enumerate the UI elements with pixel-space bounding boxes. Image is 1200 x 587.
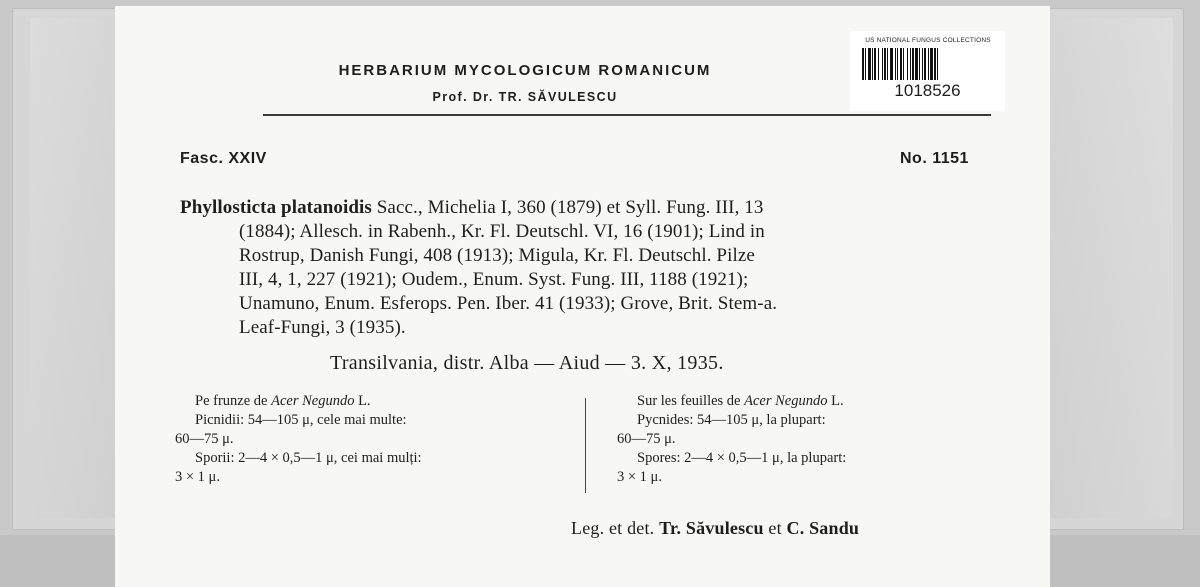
pycnidia-cont-fr: 60—75 μ.	[617, 431, 676, 447]
pycnidia-line-ro: Picnidii: 54—105 μ, cele mai multe:	[195, 412, 407, 428]
citation-line-1-rest: Sacc., Michelia I, 360 (1879) et Syll. Fung. III, 13	[371, 197, 764, 218]
species-name: Phyllosticta platanoidis	[180, 197, 372, 218]
citation-line: III, 4, 1, 227 (1921); Oudem., Enum. Syst. Fung. III, 1188 (1921);	[239, 269, 749, 290]
citation-line: Rostrup, Danish Fungi, 408 (1913); Migula, Kr. Fl. Deutschl. Pilze	[239, 245, 755, 266]
collector-2: C. Sandu	[786, 518, 860, 538]
barcode-number: 1018526	[894, 81, 961, 100]
host-line-ro: Pe frunze de Acer Negundo L.	[195, 393, 371, 409]
column-divider	[585, 398, 586, 493]
herbarium-title: HERBARIUM MYCOLOGICUM ROMANICUM	[338, 62, 712, 79]
spores-cont-fr: 3 × 1 μ.	[617, 469, 662, 485]
host-name-ro: Acer Negundo	[271, 393, 355, 409]
barcode-sticker	[850, 31, 1005, 111]
citation-line-1	[180, 196, 1000, 220]
citation-line: Unamuno, Enum. Esferops. Pen. Iber. 41 (1933); Grove, Brit. Stem-a.	[239, 293, 778, 314]
taxon-citation	[180, 196, 1000, 340]
barcode-icon	[862, 48, 993, 80]
collector-line: Leg. et det. Tr. Săvulescu et C. Sandu	[571, 518, 860, 538]
specimen-label	[115, 6, 1050, 587]
exsiccata-number: No. 1151	[900, 150, 969, 167]
fascicle-number: Fasc. XXIV	[180, 150, 267, 167]
barcode-caption: US NATIONAL FUNGUS COLLECTIONS	[865, 37, 991, 44]
spores-line-ro: Sporii: 2—4 × 0,5—1 μ, cei mai mulți:	[195, 450, 422, 466]
description-romanian	[175, 392, 560, 487]
spores-cont-ro: 3 × 1 μ.	[175, 469, 220, 485]
herbarium-subtitle: Prof. Dr. TR. SĂVULESCU	[432, 90, 618, 104]
collection-locality: Transilvania, distr. Alba — Aiud — 3. X, 1935.	[330, 352, 724, 374]
host-line-fr: Sur les feuilles de Acer Negundo L.	[637, 393, 844, 409]
header-rule	[263, 114, 991, 116]
host-name-fr: Acer Negundo	[744, 393, 828, 409]
collector-1: Tr. Săvulescu	[659, 518, 764, 538]
envelope-fold-right	[1048, 18, 1173, 518]
pycnidia-line-fr: Pycnides: 54—105 μ, la plupart:	[637, 412, 826, 428]
description-french	[617, 392, 1002, 487]
spores-line-fr: Spores: 2—4 × 0,5—1 μ, la plupart:	[637, 450, 847, 466]
pycnidia-cont-ro: 60—75 μ.	[175, 431, 234, 447]
citation-line: Leaf-Fungi, 3 (1935).	[239, 317, 406, 338]
citation-line: (1884); Allesch. in Rabenh., Kr. Fl. Deutschl. VI, 16 (1901); Lind in	[239, 221, 765, 242]
envelope-fold-left	[30, 18, 125, 518]
